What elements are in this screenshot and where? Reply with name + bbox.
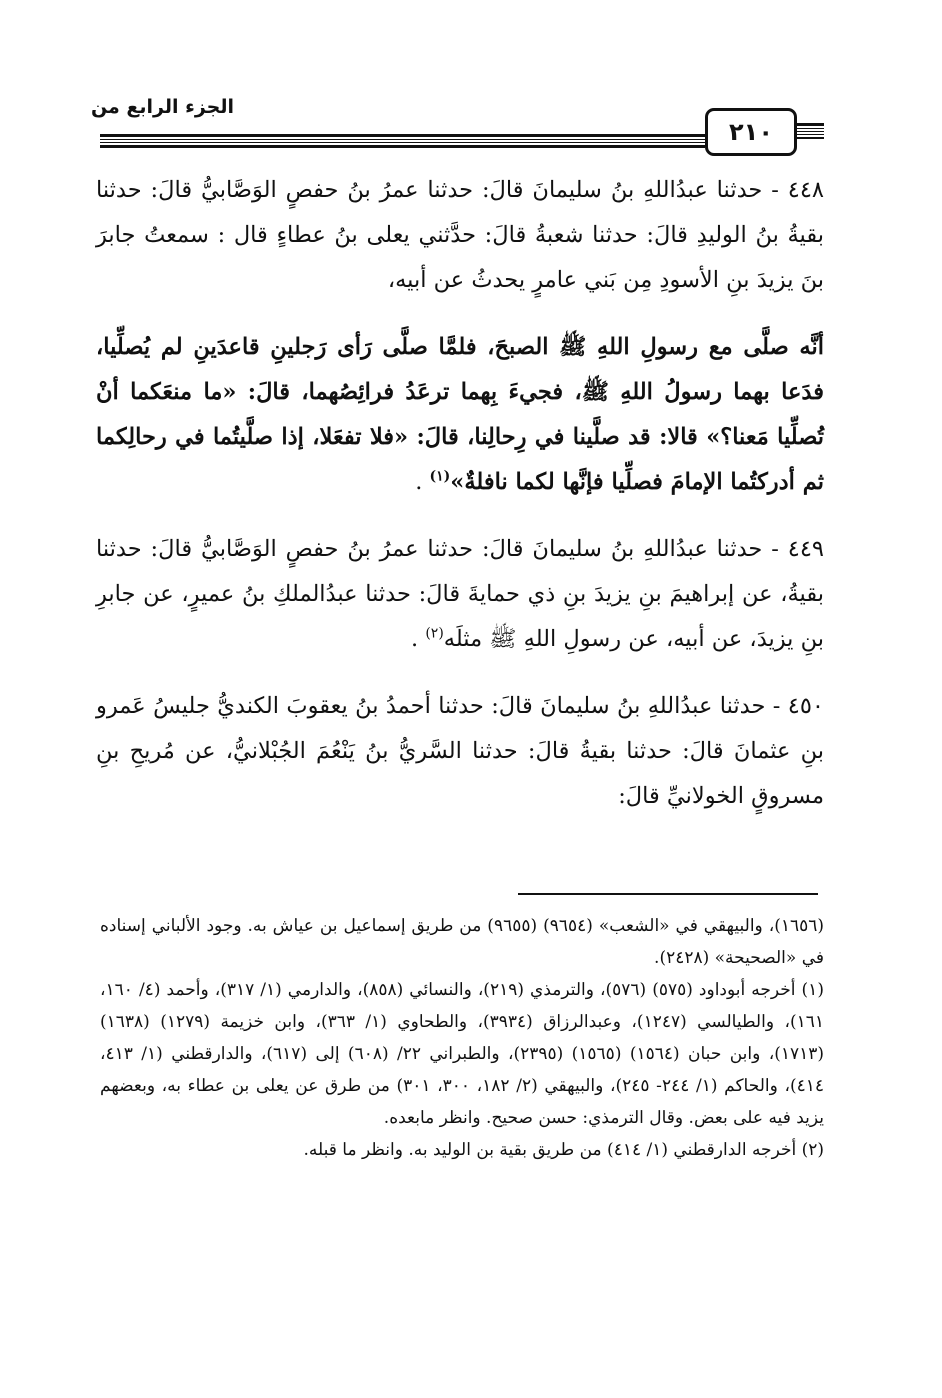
hadith-448-matn-text: أنَّه صلَّى مع رسولِ اللهِ ﷺ الصبحَ، فلمَّا صلَّى رَأى رَجلينِ قاعدَينِ لم يُصلِّيا، فدَعا بهما رسولُ اللهِ ﷺ، فجيءَ بِهما ترعَدُ فرائِصُهما، قالَ: «ما منعَكما أنْ تُصلِّيا مَعنا؟» قالا: قد صلَّينا في رِحالِنا، قالَ: «فلا تفعَلا، إذا صلَّيتُما في رحالِكما ثم أدركتُما الإمامَ فصلِّيا فإنَّها لكما نافلةٌ»: [96, 334, 824, 495]
hadith-448-matn: [96, 325, 824, 505]
main-text: [96, 168, 824, 841]
hadith-449: [96, 527, 824, 662]
footnote-continued: (١٦٥٦)، والبيهقي في «الشعب» (٩٦٥٤) (٩٦٥٥) من طريق إسماعيل بن عياش به. وجود الألباني إسناده في «الصحيحة» (٢٤٢٨).: [100, 916, 824, 968]
page-number: ٢١٠: [729, 118, 773, 146]
header-decorative-tail: [794, 123, 824, 139]
footnote-ref-1: (١): [429, 468, 451, 485]
page-header: [90, 96, 824, 158]
footnote-ref-2: (٢): [425, 625, 444, 642]
hadith-448-end: .: [415, 469, 430, 495]
hadith-449-end: .: [411, 626, 426, 652]
hadith-449-text: ٤٤٩ - حدثنا عبدُاللهِ بنُ سليمانَ قالَ: حدثنا عمرُ بنُ حفصٍ الوَصَّابيُّ قالَ: حدثنا بقيةُ، عن إبراهيمَ بنِ يزيدَ بنِ ذي حمايةَ قالَ: حدثنا عبدُالملكِ بنُ عميرٍ، عن جابرِ بنِ يزيدَ، عن أبيه، عن رسولِ اللهِ ﷺ مثلَه: [96, 536, 824, 652]
page-number-box: [705, 108, 797, 156]
footnote-separator: [518, 893, 818, 895]
hadith-450: ٤٥٠ - حدثنا عبدُاللهِ بنُ سليمانَ قالَ: حدثنا أحمدُ بنُ يعقوبَ الكنديُّ جليسُ عَمرو بنِ عثمانَ قالَ: حدثنا بقيةُ قالَ: حدثنا السَّريُّ بنُ يَنْعُمَ الجُبْلانيُّ، عن مُريحِ بنِ مسروقٍ الخولانيِّ قالَ:: [96, 693, 824, 809]
header-decorative-rule: [100, 134, 705, 148]
running-title: الجزء الرابع من: [90, 96, 234, 118]
hadith-448-isnad: ٤٤٨ - حدثنا عبدُاللهِ بنُ سليمانَ قالَ: حدثنا عمرُ بنُ حفصٍ الوَصَّابيُّ قالَ: حدثنا بقيةُ بنُ الوليدِ قالَ: حدثنا شعبةُ قالَ: حدَّثني يعلى بنُ عطاءٍ قال : سمعتُ جابرَ بنَ يزيدَ بنِ الأسودِ مِن بَني عامرٍ يحدثُ عن أبيه،: [96, 177, 824, 293]
footnote-2: (٢) أخرجه الدارقطني (١/ ٤١٤) من طريق بقية بن الوليد به. وانظر ما قبله.: [303, 1140, 824, 1160]
footnotes: [100, 910, 824, 1166]
footnote-1: (١) أخرجه أبوداود (٥٧٥) (٥٧٦)، والترمذي (٢١٩)، والنسائي (٨٥٨)، والدارمي (١/ ٣١٧)، وأحمد (٤/ ١٦٠، ١٦١)، والطيالسي (١٢٤٧)، وعبدالرزاق (٣٩٣٤)، والطحاوي (١/ ٣٦٣)، وابن خزيمة (١٢٧٩) (١٦٣٨) (١٧١٣)، وابن حبان (١٥٦٤) (١٥٦٥) (٢٣٩٥)، والطبراني ٢٢/ (٦٠٨) إلى (٦١٧)، والدارقطني (١/ ٤١٣، ٤١٤)، والحاكم (١/ ٢٤٤- ٢٤٥)، والبيهقي (٢/ ١٨٢، ٣٠٠، ٣٠١) من طرق عن يعلى بن عطاء به، وبعضهم يزيد فيه على بعض. وقال الترمذي: حسن صحيح. وانظر مابعده.: [100, 980, 824, 1128]
